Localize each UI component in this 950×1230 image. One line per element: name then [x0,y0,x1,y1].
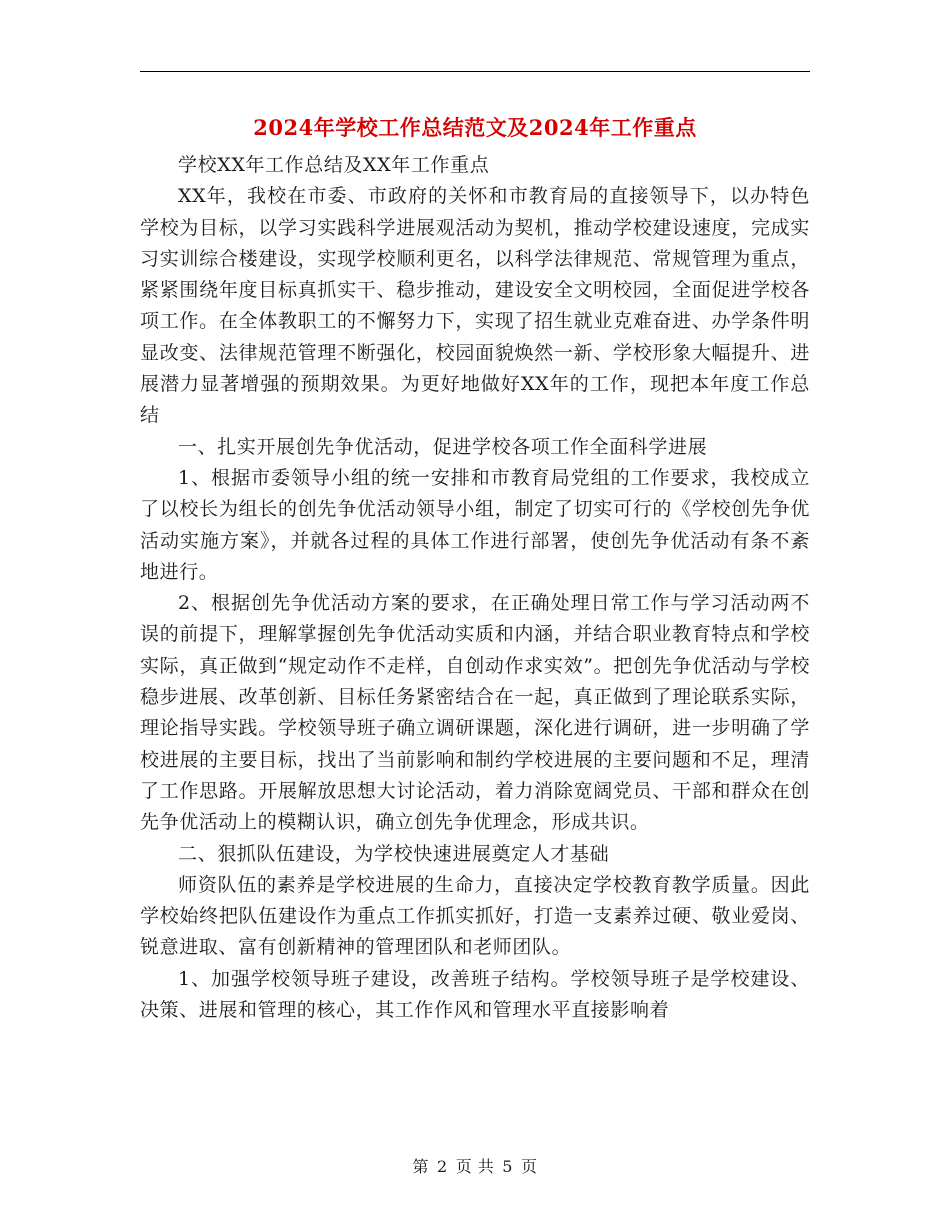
page-footer [0,1154,950,1177]
footer-current-page: 2 [437,1157,448,1176]
paragraph-section-2-intro: 师资队伍的素养是学校进展的生命力，直接决定学校教育教学质量。因此学校始终把队伍建设作为重点工作抓实抓好，打造一支素养过硬、敬业爱岗、锐意进取、富有创新精神的管理团队和老师团队。 [140,873,810,959]
footer-suffix: 页 [520,1157,538,1176]
header-rule [140,71,810,72]
paragraph-item-1-1: 1、根据市委领导小组的统一安排和市教育局党组的工作要求，我校成立了以校长为组长的创先争优活动领导小组，制定了切实可行的《学校创先争优活动实施方案》，并就各过程的具体工作进行部署，使创先争优活动有条不紊地进行。 [140,466,810,583]
document-body [140,150,810,1026]
paragraph-intro: XX年，我校在市委、市政府的关怀和市教育局的直接领导下，以办特色学校为目标，以学习实践科学进展观活动为契机，推动学校建设速度，完成实习实训综合楼建设，实现学校顺利更名，以科学法律规范、常规管理为重点，紧紧围绕年度目标真抓实干、稳步推动，建设安全文明校园，全面促进学校各项工作。在全体教职工的不懈努力下，实现了招生就业克难奋进、办学条件明显改变、法律规范管理不断强化，校园面貌焕然一新、学校形象大幅提升、进展潜力显著增强的预期效果。为更好地做好XX年的工作，现把本年度工作总结 [140,185,810,427]
section-heading-2: 二、狠抓队伍建设，为学校快速进展奠定人才基础 [178,842,610,865]
footer-middle: 页 共 [455,1157,495,1176]
section-heading-1: 一、扎实开展创先争优活动，促进学校各项工作全面科学进展 [178,435,708,458]
document-title: 2024年学校工作总结范文及2024年工作重点 [253,115,697,140]
paragraph-subtitle: 学校XX年工作总结及XX年工作重点 [178,154,490,176]
footer-prefix: 第 [412,1157,430,1176]
footer-total-pages: 5 [502,1157,513,1176]
paragraph-item-2-1: 1、加强学校领导班子建设，改善班子结构。学校领导班子是学校建设、决策、进展和管理的核心，其工作作风和管理水平直接影响着 [140,967,810,1022]
paragraph-item-1-2: 2、根据创先争优活动方案的要求，在正确处理日常工作与学习活动两不误的前提下，理解掌握创先争优活动实质和内涵，并结合职业教育特点和学校实际，真正做到“规定动作不走样，自创动作求实效”。把创先争优活动与学校稳步进展、改革创新、目标任务紧密结合在一起，真正做到了理论联系实际，理论指导实践。学校领导班子确立调研课题，深化进行调研，进一步明确了学校进展的主要目标，找出了当前影响和制约学校进展的主要问题和不足，理清了工作思路。开展解放思想大讨论活动，着力消除宽阔党员、干部和群众在创先争优活动上的模糊认识，确立创先争优理念，形成共识。 [140,592,810,834]
